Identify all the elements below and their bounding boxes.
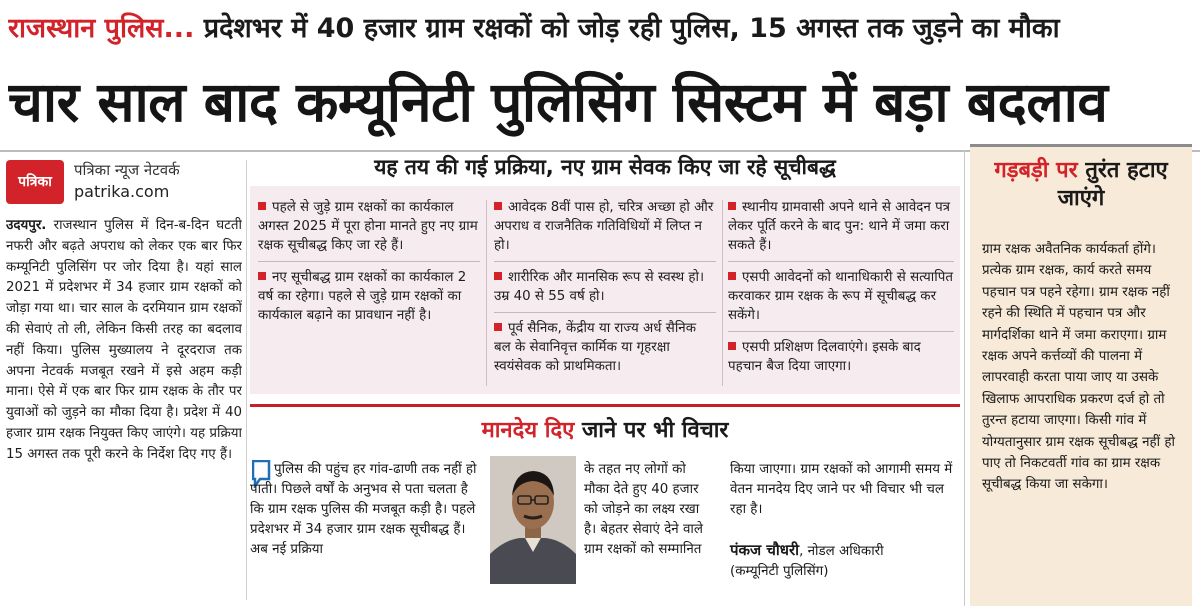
kicker [8, 4, 1194, 54]
patrika-logo: पत्रिका [6, 160, 64, 204]
bullet-icon [728, 342, 736, 350]
officer-portrait-icon [490, 456, 576, 584]
source-branding [6, 156, 242, 208]
bullet-icon [258, 272, 266, 280]
process-column-2 [494, 198, 716, 388]
source-url: patrika.com [74, 182, 170, 201]
point-divider [728, 261, 954, 262]
process-heading-part1: यह तय की गई प्रक्रिया, [374, 155, 562, 179]
kicker-label: राजस्थान पुलिस... [8, 13, 195, 44]
process-point [494, 319, 716, 376]
process-point-text: नए सूचीबद्ध ग्राम रक्षकों का कार्यकाल 2 वर्ष का रहेगा। पहले से जुड़े ग्राम रक्षकों का कार्यकाल बढ़ाने का प्रावधान नहीं है। [258, 270, 467, 323]
honorarium-heading-red: मानदेय दिए [481, 418, 575, 443]
honorarium-heading-rest: जाने पर भी विचार [574, 418, 729, 443]
process-heading [252, 150, 958, 184]
process-point [494, 198, 716, 255]
process-column-3 [728, 198, 954, 388]
process-heading-part2: नए ग्राम सेवक किए जा रहे सूचीबद्ध [561, 155, 836, 179]
process-point [728, 268, 954, 325]
process-point-text: पहले से जुड़े ग्राम रक्षकों का कार्यकाल अगस्त 2025 में पूरा होना मानते हुए नए ग्राम रक्षक सूचीबद्ध किए जा रहे हैं। [258, 200, 478, 253]
process-box [250, 186, 960, 394]
process-point [258, 268, 480, 325]
bullet-icon [728, 272, 736, 280]
left-column [6, 156, 242, 606]
point-divider [494, 261, 716, 262]
sidebar-heading-red: गड़बड़ी पर [994, 158, 1078, 183]
point-divider [728, 331, 954, 332]
point-divider [494, 312, 716, 313]
left-story-body: राजस्थान पुलिस में दिन-ब-दिन घटती नफरी और बढ़ते अपराध को लेकर एक बार फिर कम्यूनिटी पुलिसिंग पर जोर दिया है। यहां साल 2021 में प्रदेशभर में 34 हजार ग्राम रक्षकों को जोड़ा गया था। चार साल के दरमियान ग्राम रक्षकों की सेवाएं तो ली, लेकिन किसी तरह का बदलाव नहीं किया। पुलिस मुख्यालय ने दूरदराज तक अपना नेटवर्क मजबूत रखने में इसे अहम कड़ी माना। ऐसे में एक बार फिर ग्राम रक्षक के तौर पर युवाओं को जुड़ने का मौका दिया है। प्रदेश में 40 हजार ग्राम रक्षक नियुक्त किए जाएंगे। यह प्रक्रिया 15 अगस्त तक पूरी करने के निर्देश दिए गए हैं। [6, 218, 242, 462]
sidebar-box [970, 144, 1192, 606]
left-story [6, 216, 242, 608]
column-divider [964, 150, 965, 606]
honorarium-text-3: किया जाएगा। ग्राम रक्षकों को आगामी समय में वेतन मानदेय दिए जाने पर भी विचार भी चल रहा है। [730, 462, 953, 517]
process-column-divider [486, 200, 487, 386]
process-point-text: एसपी आवेदनों को थानाधिकारी से सत्यापित करवाकर ग्राम रक्षक के रूप में सूचीबद्ध कर सकेंगे। [728, 270, 953, 323]
sidebar-heading-rest: तुरंत हटाए जाएंगे [1057, 158, 1168, 211]
official-role: , नोडल अधिकारी [799, 544, 884, 559]
dateline: उदयपुर. [6, 218, 47, 233]
section-divider [250, 404, 960, 407]
process-point [728, 198, 954, 255]
process-point [258, 198, 480, 255]
bullet-icon [494, 272, 502, 280]
official-department: (कम्यूनिटी पुलिसिंग) [730, 564, 829, 579]
bullet-icon [728, 202, 736, 210]
honorarium-text-1: पुलिस की पहुंच हर गांव-ढाणी तक नहीं हो पाती। पिछले वर्षों के अनुभव से पता चलता है कि ग्राम रक्षक पुलिस की मजबूत कड़ी है। पहले प्रदेशभर में 34 हजार ग्राम रक्षक सूचीबद्ध हैं। अब नई प्रक्रिया [250, 462, 477, 557]
kicker-text: प्रदेशभर में 40 हजार ग्राम रक्षकों को जोड़ रही पुलिस, 15 अगस्त तक जुड़ने का मौका [194, 13, 1060, 44]
official-signature [730, 540, 958, 582]
bullet-icon [494, 323, 502, 331]
source-name: पत्रिका न्यूज नेटवर्क [74, 161, 180, 179]
bullet-icon [494, 202, 502, 210]
officer-photo [490, 456, 576, 584]
process-column-divider [722, 200, 723, 386]
bullet-icon [258, 202, 266, 210]
process-column-1 [258, 198, 480, 388]
point-divider [258, 261, 480, 262]
honorarium-text-2: के तहत नए लोगों को मौका देते हुए 40 हजार को जोड़ने का लक्ष्य रखा है। बेहतर सेवाएं देने वाले ग्राम रक्षकों को सम्मानित [584, 462, 703, 557]
process-point-text: एसपी प्रशिक्षण दिलवाएंगे। इसके बाद पहचान बैज दिया जाएगा। [728, 340, 921, 374]
process-point-text: पूर्व सैनिक, केंद्रीय या राज्य अर्ध सैनिक बल के सेवानिवृत्त कार्मिक या गृहरक्षा स्वयंसेवक को प्राथमिकता। [494, 321, 697, 374]
official-name: पंकज चौधरी [730, 541, 800, 559]
process-point [494, 268, 716, 306]
process-point-text: स्थानीय ग्रामवासी अपने थाने से आवेदन पत्र लेकर पूर्ति करने के बाद पुन: थाने में जमा करा सकते हैं। [728, 200, 951, 253]
headline: चार साल बाद कम्यूनिटी पुलिसिंग सिस्टम में बड़ा बदलाव [8, 70, 1108, 134]
process-point-text: आवेदक 8वीं पास हो, चरित्र अच्छा हो और अपराध व राजनैतिक गतिविधियों में लिप्त न हो। [494, 200, 714, 253]
process-point-text: शारीरिक और मानसिक रूप से स्वस्थ हो। उम्र 40 से 55 वर्ष हो। [494, 270, 705, 304]
process-point [728, 338, 954, 376]
column-divider [246, 160, 247, 600]
honorarium-heading [252, 414, 958, 448]
sidebar-body: ग्राम रक्षक अवैतनिक कार्यकर्ता होंगे। प्रत्येक ग्राम रक्षक, कार्य करते समय पहचान पत्र पहने रहेगा। ग्राम रक्षक नहीं रहने की स्थिति में पहचान पत्र और मार्गदर्शिका थाने में जमा कराएगा। ग्राम रक्षक अपने कर्त्तव्यों की पालना में लापरवाही करता पाया जाए या उसके खिलाफ आपराधिक प्रकरण दर्ज हो तो तुरन्त हटाया जाएगा। किसी गांव में योग्यतानुसार ग्राम रक्षक सूचीबद्ध नहीं हो पाए तो निकटवर्ती गांव का ग्राम रक्षक सूचीबद्ध किया जा सकेगा। [982, 242, 1175, 493]
sidebar-heading [970, 157, 1192, 213]
